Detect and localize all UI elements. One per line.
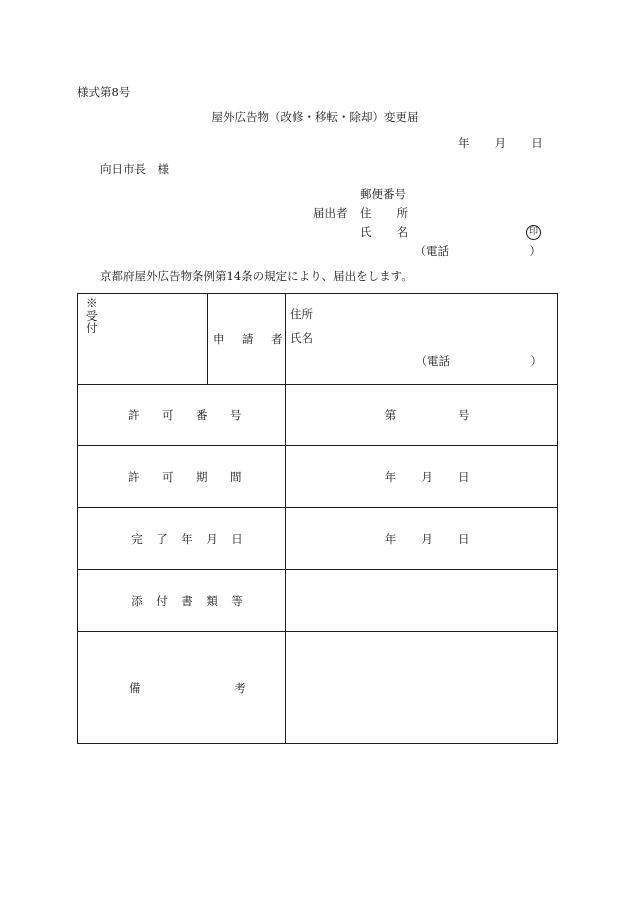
notifier-phone: （電話 ） <box>414 244 541 258</box>
applicant-label: 申 請 者 <box>213 332 286 346</box>
reception-label: ※受付 <box>86 296 98 335</box>
notifier-role-label: 届出者 <box>313 206 348 220</box>
applicant-phone: （電話 ） <box>415 354 542 368</box>
attachments-value-cell <box>286 570 557 631</box>
seal-mark: 印 <box>526 225 541 240</box>
permit-number-label: 許 可 番 号 <box>128 408 247 422</box>
attachments-label: 添 付 書 類 等 <box>131 593 244 608</box>
permit-period-value-cell <box>286 446 557 507</box>
attachments-row <box>78 569 557 631</box>
submission-date: 年 月 日 <box>458 136 544 150</box>
remarks-label: 備 考 <box>129 680 246 695</box>
applicant-address-label: 住所 <box>290 307 313 321</box>
permit-number-row <box>78 384 557 445</box>
completion-date-value-cell <box>286 508 557 569</box>
permit-number-value: 第 号 <box>384 408 471 422</box>
postal-code-label: 郵便番号 <box>360 187 406 201</box>
permit-period-label: 許 可 期 間 <box>128 469 247 484</box>
completion-date-row <box>78 507 557 569</box>
permit-period-row <box>78 445 557 507</box>
permit-number-label-cell <box>78 385 286 445</box>
completion-date-label-cell <box>78 508 286 569</box>
addressee: 向日市長 様 <box>100 162 169 176</box>
notifier-name-label: 氏 名 <box>360 225 409 239</box>
completion-date-value: 年 月 日 <box>384 531 471 546</box>
permit-number-value-cell <box>286 385 557 445</box>
remarks-row <box>78 631 557 743</box>
permit-period-value: 年 月 日 <box>384 469 471 484</box>
statement: 京都府屋外広告物条例第14条の規定により、届出をします。 <box>100 269 413 283</box>
document-title: 屋外広告物（改修・移転・除却）変更届 <box>211 110 419 124</box>
form-table <box>77 293 558 744</box>
applicant-name-label: 氏名 <box>290 331 313 345</box>
completion-date-label: 完 了 年 月 日 <box>131 531 244 546</box>
attachments-label-cell <box>78 570 286 631</box>
remarks-value-cell <box>286 632 557 743</box>
applicant-info-cell <box>286 294 557 384</box>
remarks-label-cell <box>78 632 286 743</box>
form-number: 様式第8号 <box>77 85 131 99</box>
notifier-address-label: 住 所 <box>360 206 409 220</box>
reception-cell <box>78 294 208 384</box>
applicant-label-cell <box>208 294 286 384</box>
applicant-row <box>78 294 557 384</box>
permit-period-label-cell <box>78 446 286 507</box>
